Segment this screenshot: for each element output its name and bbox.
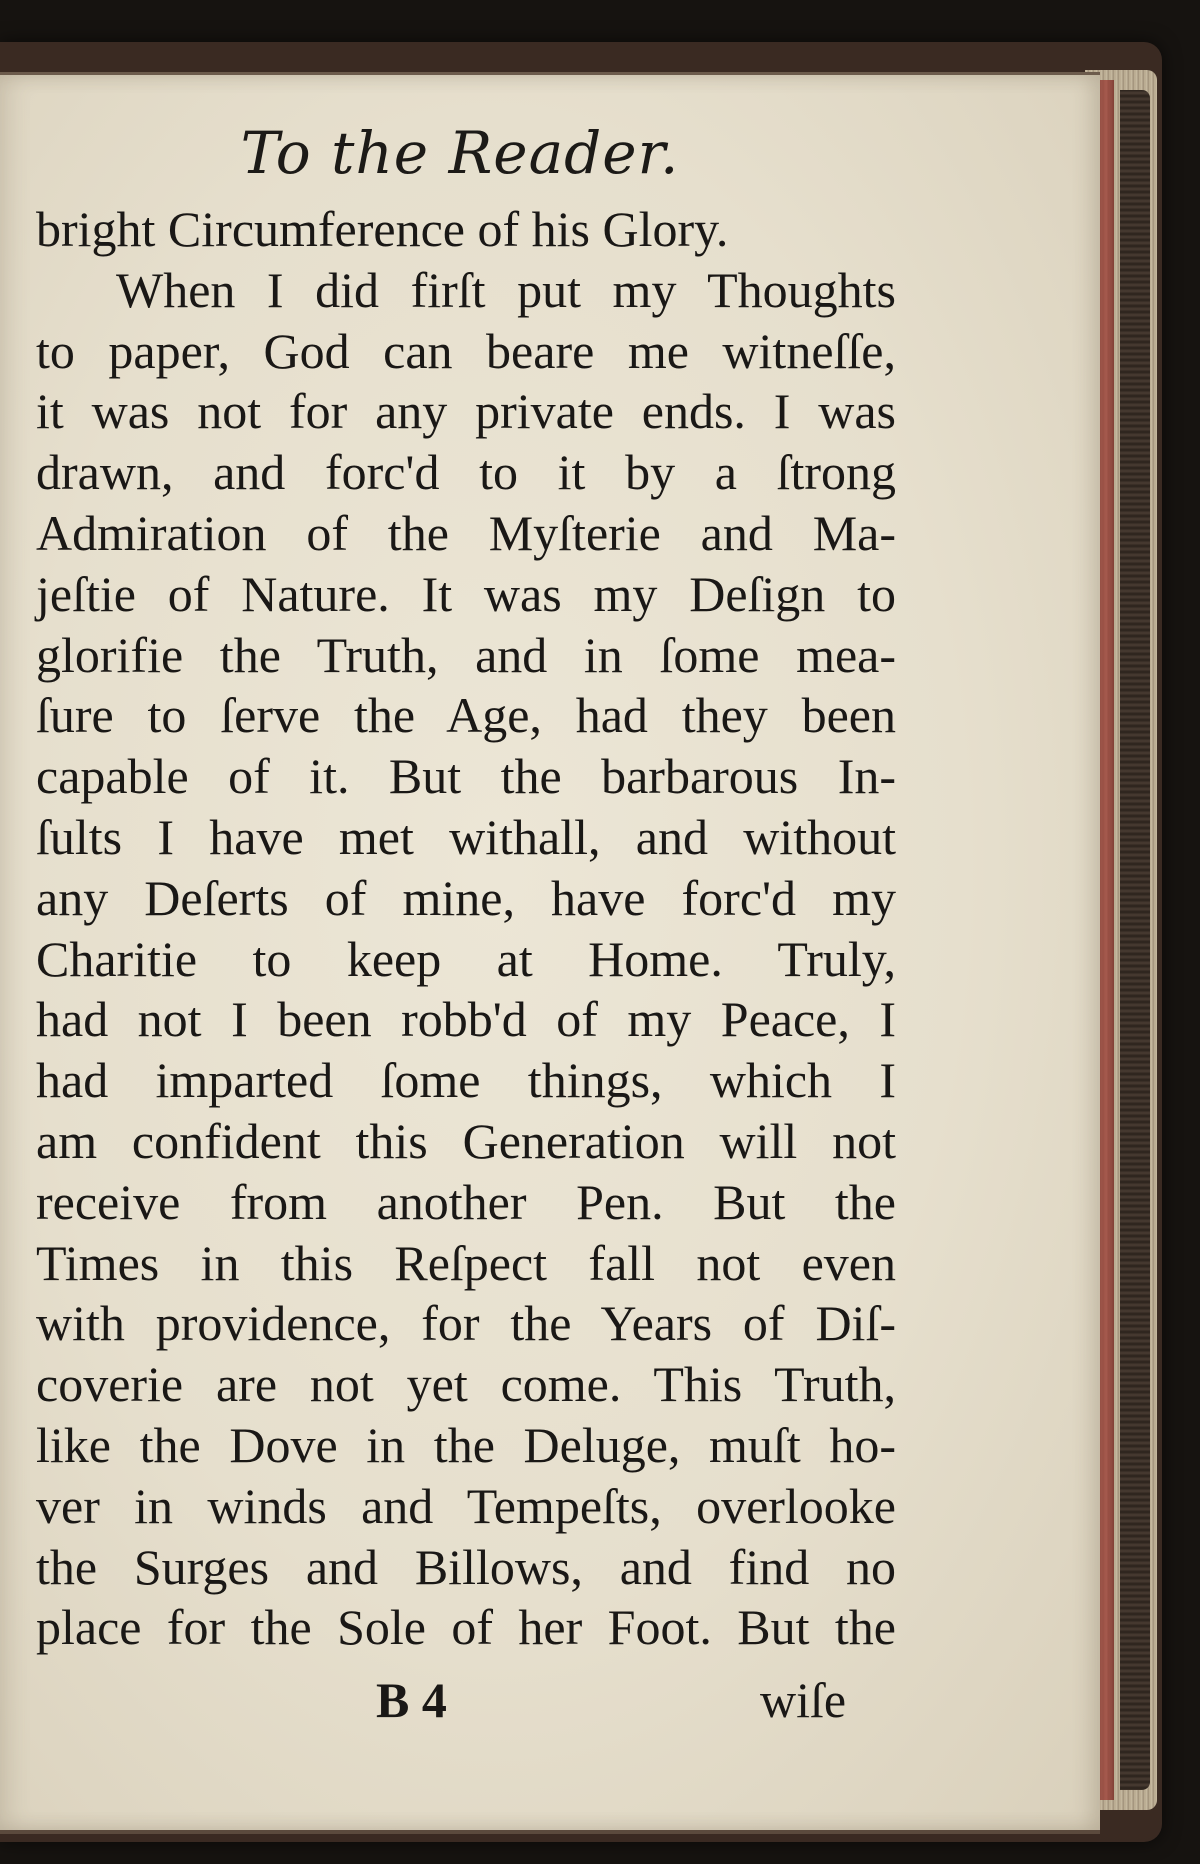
text-line: any Deſerts of mine, have forc'd my bbox=[36, 869, 896, 926]
book-page bbox=[0, 72, 1100, 1834]
text-line: place for the Sole of her Foot. But the bbox=[36, 1599, 896, 1656]
text-line: bright Circumference of his Glory. bbox=[36, 201, 729, 257]
text-line: jeſtie of Nature. It was my Deſign to bbox=[36, 565, 896, 622]
catchword: wiſe bbox=[760, 1672, 847, 1728]
running-head: To the Reader. bbox=[240, 119, 680, 187]
red-edge-stain bbox=[1098, 80, 1114, 1800]
text-line: Charitie to keep at Home. Truly, bbox=[36, 930, 896, 987]
text-line: ſults I have met withall, and without bbox=[36, 808, 896, 865]
text-line: receive from another Pen. But the bbox=[36, 1173, 896, 1230]
text-line: coverie are not yet come. This Truth, bbox=[36, 1356, 896, 1413]
page-footer bbox=[0, 1671, 900, 1741]
text-line: When I did firſt put my Thoughts bbox=[116, 261, 896, 318]
text-line: Times in this Reſpect fall not even bbox=[36, 1234, 896, 1291]
text-line: capable of it. But the barbarous In- bbox=[36, 748, 896, 805]
text-line: am confident this Generation will not bbox=[36, 1112, 896, 1169]
text-line: it was not for any private ends. I was bbox=[36, 383, 896, 440]
text-line: had not I been robb'd of my Peace, I bbox=[36, 991, 896, 1048]
text-line: like the Dove in the Deluge, muſt ho- bbox=[36, 1416, 896, 1473]
text-line: ſure to ſerve the Age, had they been bbox=[36, 687, 896, 744]
text-line: with providence, for the Years of Diſ- bbox=[36, 1295, 896, 1352]
text-line: drawn, and forc'd to it by a ſtrong bbox=[36, 444, 896, 501]
text-line: had imparted ſome things, which I bbox=[36, 1052, 896, 1109]
text-line: glorifie the Truth, and in ſome mea- bbox=[36, 626, 896, 683]
cover-edge bbox=[1120, 90, 1150, 1790]
text-line: Admiration of the Myſterie and Ma- bbox=[36, 504, 896, 561]
text-line: the Surges and Billows, and find no bbox=[36, 1538, 896, 1595]
signature-mark: B 4 bbox=[376, 1672, 447, 1728]
text-line: ver in winds and Tempeſts, overlooke bbox=[36, 1477, 896, 1534]
body-text bbox=[36, 199, 896, 1658]
text-line: to paper, God can beare me witneſſe, bbox=[36, 322, 896, 379]
